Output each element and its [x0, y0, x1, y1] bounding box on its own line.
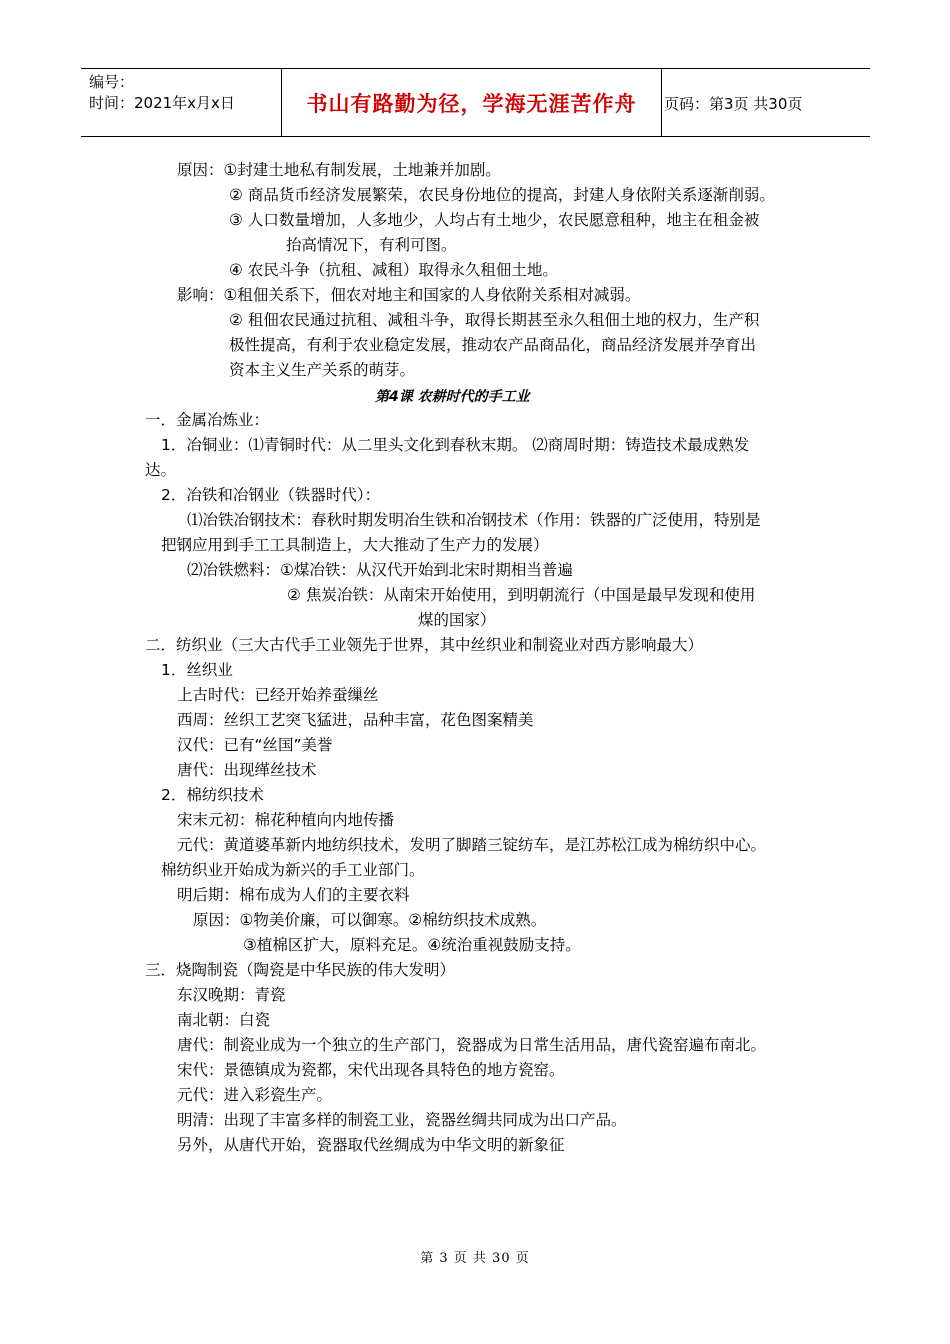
body-line: 1．丝织业 [161, 661, 233, 679]
header-motto: 书山有路勤为径，学海无涯苦作舟 [306, 91, 637, 116]
body-line: 达。 [145, 461, 177, 479]
body-line: 东汉晚期：青瓷 [177, 986, 286, 1004]
body-line: ③植棉区扩大，原料充足。④统治重视鼓励支持。 [243, 936, 581, 954]
cause-line: 抬高情况下，有利可图。 [286, 236, 457, 254]
effect-line: 资本主义生产关系的萌芽。 [229, 361, 416, 379]
page-info: 页码：第3页 共30页 [664, 95, 803, 113]
body-line: 上古时代：已经开始养蚕缫丝 [177, 686, 379, 704]
section-heading: 二．纺织业（三大古代手工业领先于世界，其中丝织业和制瓷业对西方影响最大） [145, 636, 704, 654]
body-line: 把钢应用到手工工具制造上，大大推动了生产力的发展） [161, 536, 549, 554]
body-line: 明清：出现了丰富多样的制瓷工业，瓷器丝绸共同成为出口产品。 [177, 1111, 627, 1129]
effect-line: 影响：①租佃关系下，佃农对地主和国家的人身依附关系相对减弱。 [177, 286, 641, 304]
body-line: 原因：①物美价廉，可以御寒。②棉纺织技术成熟。 [193, 911, 547, 929]
body-line: 2．冶铁和冶钢业（铁器时代）： [161, 486, 381, 504]
section-heading: 三．烧陶制瓷（陶瓷是中华民族的伟大发明） [145, 961, 456, 979]
header-left [89, 72, 235, 114]
effect-line: 极性提高，有利于农业稳定发展，推动农产品商品化，商品经济发展并孕育出 [229, 336, 757, 354]
body-line: 明后期：棉布成为人们的主要衣料 [177, 886, 410, 904]
body-line: ⑴冶铁冶钢技术：春秋时期发明冶生铁和冶钢技术（作用：铁器的广泛使用，特别是 [187, 511, 761, 529]
body-line: 宋代：景德镇成为瓷都，宋代出现各具特色的地方瓷窑。 [177, 1061, 565, 1079]
body-line: 另外，从唐代开始，瓷器取代丝绸成为中华文明的新象征 [177, 1136, 565, 1154]
cause-line: ④ 农民斗争（抗租、减租）取得永久租佃土地。 [229, 261, 558, 279]
body-line: 汉代：已有“丝国”美誉 [177, 736, 333, 754]
body-line: 西周：丝织工艺突飞猛进，品种丰富，花色图案精美 [177, 711, 534, 729]
body-line: 煤的国家） [418, 611, 496, 629]
body-line: 宋末元初：棉花种植向内地传播 [177, 811, 395, 829]
body-line: 元代：黄道婆革新内地纺织技术，发明了脚踏三锭纺车，是江苏松江成为棉纺织中心。 [177, 836, 767, 854]
page-footer: 第 3 页 共 30 页 [420, 1251, 530, 1266]
body-line: 唐代：出现缂丝技术 [177, 761, 317, 779]
body-line: 南北朝：白瓷 [177, 1011, 271, 1029]
effect-line: ② 租佃农民通过抗租、减租斗争，取得长期甚至永久租佃土地的权力，生产积 [229, 311, 760, 329]
body-line: 2．棉纺织技术 [161, 786, 264, 804]
time-label: 时间：2021年x月x日 [89, 94, 235, 112]
lesson-title: 第4课 农耕时代的手工业 [375, 389, 530, 405]
header-divider [661, 69, 662, 136]
cause-line: 原因：①封建土地私有制发展，土地兼并加剧。 [177, 161, 501, 179]
cause-line: ② 商品货币经济发展繁荣，农民身份地位的提高，封建人身依附关系逐渐削弱。 [229, 186, 775, 204]
section-heading: 一．金属冶炼业： [145, 411, 270, 429]
body-line: 元代：进入彩瓷生产。 [177, 1086, 333, 1104]
body-line: ② 焦炭冶铁：从南宋开始使用，到明朝流行（中国是最早发现和使用 [287, 586, 756, 604]
cause-line: ③ 人口数量增加，人多地少，人均占有土地少，农民愿意租种，地主在租金被 [229, 211, 760, 229]
body-line: ⑵冶铁燃料：①煤冶铁：从汉代开始到北宋时期相当普遍 [187, 561, 573, 579]
body-line: 棉纺织业开始成为新兴的手工业部门。 [161, 861, 425, 879]
body-line: 1．冶铜业：⑴青铜时代：从二里头文化到春秋末期。 ⑵商周时期：铸造技术最成熟发 [161, 436, 750, 454]
page-header [81, 68, 870, 137]
number-label: 编号： [89, 73, 135, 91]
body-line: 唐代：制瓷业成为一个独立的生产部门，瓷器成为日常生活用品，唐代瓷窑遍布南北。 [177, 1036, 767, 1054]
